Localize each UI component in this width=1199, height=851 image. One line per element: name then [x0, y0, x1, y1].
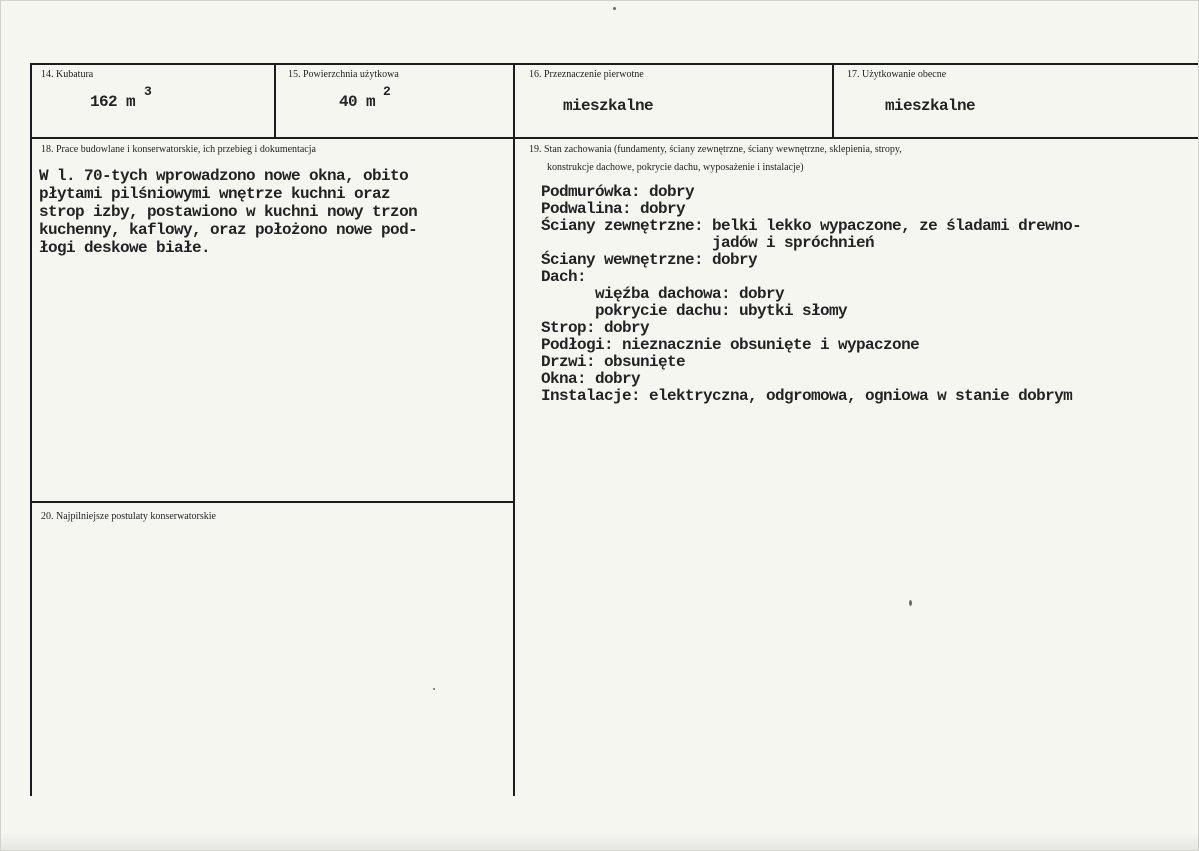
field-19-line: pokrycie dachu: ubytki słomy — [541, 302, 848, 320]
field-19-line: Okna: dobry — [541, 370, 641, 388]
field-16-label: 16. Przeznaczenie pierwotne — [529, 69, 644, 80]
row-divider — [30, 137, 1198, 139]
top-rule — [30, 63, 1198, 65]
field-19-label-continued: konstrukcje dachowe, pokrycie dachu, wyposażenie i instalacje) — [547, 162, 804, 173]
field-19-line: Podłogi: nieznacznie obsunięte i wypaczone — [541, 336, 920, 354]
field-20-label: 20. Najpilniejsze postulaty konserwatorskie — [41, 511, 216, 522]
field-18-line: W l. 70-tych wprowadzono nowe okna, obito — [39, 167, 409, 185]
field-17-value: mieszkalne — [885, 97, 976, 115]
field-19-line: Strop: dobry — [541, 319, 650, 337]
field-19-line: Instalacje: elektryczna, odgromowa, ogniowa w stanie dobrym — [541, 387, 1073, 405]
paper-speck — [433, 688, 435, 690]
column-divider-center — [513, 63, 515, 796]
left-border — [30, 63, 32, 796]
paper-speck — [613, 7, 616, 10]
field-19-label: 19. Stan zachowania (fundamenty, ściany zewnętrzne, ściany wewnętrzne, sklepienia, stropy, — [529, 144, 902, 155]
field-19-line: Ściany zewnętrzne: belki lekko wypaczone, ze śladami drewno- — [541, 217, 1082, 235]
field-19-line: Podmurówka: dobry — [541, 183, 695, 201]
column-divider-3 — [832, 63, 834, 138]
field-14-exponent: 3 — [144, 84, 152, 99]
column-divider-1 — [274, 63, 276, 138]
field-17-label: 17. Użytkowanie obecne — [847, 69, 947, 80]
paper-speck — [909, 600, 912, 606]
field-18-line: strop izby, postawiono w kuchni nowy trzon — [39, 203, 418, 221]
field-16-value: mieszkalne — [563, 97, 654, 115]
field-14-value: 162 m — [90, 93, 136, 111]
field-15-exponent: 2 — [383, 84, 391, 99]
field-19-line: Ściany wewnętrzne: dobry — [541, 251, 758, 269]
field-18-line: kuchenny, kaflowy, oraz położono nowe pod- — [39, 221, 418, 239]
section-divider — [30, 501, 514, 503]
field-19-line: więźba dachowa: dobry — [541, 285, 785, 303]
field-19-line: Dach: — [541, 268, 587, 286]
field-15-label: 15. Powierzchnia użytkowa — [288, 69, 399, 80]
field-19-line: Podwalina: dobry — [541, 200, 686, 218]
field-18-line: płytami pilśniowymi wnętrze kuchni oraz — [39, 185, 391, 203]
card-bottom-shadow — [1, 832, 1199, 850]
field-18-line: łogi deskowe białe. — [39, 239, 211, 257]
field-18-label: 18. Prace budowlane i konserwatorskie, ich przebieg i dokumentacja — [41, 144, 316, 155]
field-15-value: 40 m — [339, 93, 376, 111]
field-19-line: Drzwi: obsunięte — [541, 353, 686, 371]
field-14-label: 14. Kubatura — [41, 69, 94, 80]
field-19-line: jadów i spróchnień — [541, 234, 875, 252]
